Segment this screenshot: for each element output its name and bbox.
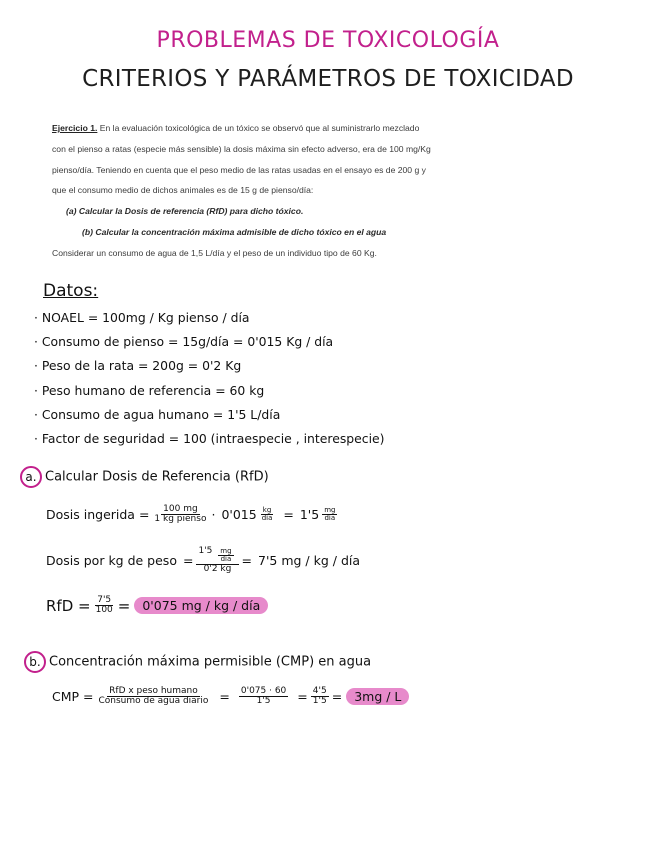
fraction: $\frac{\text{RfD x peso humano}}{\text{Consumo de agua diario}}$: [98, 686, 209, 707]
exercise-label: Ejercicio 1.: [52, 123, 98, 133]
eq-factor: 0'015: [221, 507, 257, 523]
intro-line: con el pienso a ratas (especie más sensible) la dosis máxima sin efecto adverso, era de 100 mg/Kg: [52, 143, 431, 154]
intro-line: que el consumo medio de dichos animales es de 15 g de pienso/día:: [52, 185, 314, 196]
page-subtitle: CRITERIOS Y PARÁMETROS DE TOXICIDAD: [82, 66, 574, 92]
data-item: · Peso humano de referencia = 60 kg: [34, 382, 265, 398]
fraction: 1'5 $\frac{mg}{\text{día}}$ 0'2 kg: [196, 547, 238, 574]
fraction: $\frac{100 mg}{\text{1 kg pienso}}$: [154, 504, 207, 525]
equation-dosis-por-kg: Dosis por kg de peso = 1'5 $\frac{mg}{\text{día}}$ 0'2 kg = 7'5 mg / kg / día: [46, 546, 361, 574]
eq-label: Dosis por kg de peso: [46, 553, 177, 569]
equation-dosis-ingerida: Dosis ingerida = $\frac{100 mg}{\text{1 kg pienso}}$ · 0'015 $\frac{kg}{\text{día}}$ = 1'5 $\frac{mg}{\text{día}}$: [46, 504, 336, 525]
eq-label: RfD =: [46, 596, 91, 615]
task-a: (a) Calcular la Dosis de referencia (RfD) para dicho tóxico.: [66, 206, 304, 217]
unit-fraction: $\frac{kg}{\text{día}}$: [261, 506, 273, 523]
datos-heading: Datos:: [43, 281, 99, 301]
data-item: · Consumo de pienso = 15g/día = 0'015 Kg / día: [34, 334, 334, 350]
task-b: (b) Calcular la concentración máxima admisible de dicho tóxico en el agua: [82, 226, 387, 237]
data-item: · NOAEL = 100mg / Kg pienso / día: [34, 310, 250, 325]
section-a-title: Calcular Dosis de Referencia (RfD): [45, 469, 269, 485]
rfd-result-highlight: 0'075 mg / kg / día: [134, 597, 268, 614]
section-a-heading: [20, 466, 269, 488]
fraction: $\frac{0'075 \cdot 60}{1'5}$: [240, 686, 287, 707]
consider-line: Considerar un consumo de agua de 1,5 L/día y el peso de un individuo tipo de 60 Kg.: [52, 247, 377, 258]
fraction: $\frac{4'5}{1'5}$: [312, 686, 327, 707]
cmp-result-highlight: 3mg / L: [346, 688, 409, 705]
eq-label: Dosis ingerida =: [46, 507, 150, 523]
problem-statement: [52, 118, 612, 264]
intro-text: En la evaluación toxicológica de un tóxico se observó que al suministrarlo mezclado: [99, 123, 420, 133]
data-item: · Peso de la rata = 200g = 0'2 Kg: [34, 358, 242, 374]
intro-line: [52, 118, 612, 139]
unit-fraction: $\frac{mg}{\text{día}}$: [324, 506, 336, 523]
fraction: $\frac{7'5}{100}$: [95, 595, 113, 616]
equation-rfd: RfD = $\frac{7'5}{100}$ = 0'075 mg / kg / día: [46, 596, 268, 616]
intro-line: pienso/día. Teniendo en cuenta que el peso medio de las ratas usadas en el ensayo es de 200 g y: [52, 164, 426, 175]
section-b-title: Concentración máxima permisible (CMP) en agua: [49, 654, 372, 670]
section-a-marker: a.: [20, 466, 42, 488]
data-item: · Factor de seguridad = 100 (intraespecie , interespecie): [34, 431, 385, 447]
eq-result: 1'5: [299, 507, 320, 523]
section-b-marker: b.: [24, 651, 46, 673]
section-b-heading: [24, 651, 371, 673]
equation-cmp: CMP = $\frac{\text{RfD x peso humano}}{\text{Consumo de agua diario}}$ = $\frac{0'075 \cdot 60}{1'5}$ = $\frac{4'5}{1'5}$ = 3mg / L: [52, 687, 409, 707]
unit-fraction: $\frac{mg}{\text{día}}$: [220, 547, 232, 564]
data-item: · Consumo de agua humano = 1'5 L/día: [34, 406, 281, 422]
page-title: PROBLEMAS DE TOXICOLOGÍA: [156, 28, 500, 53]
eq-result: 7'5 mg / kg / día: [258, 553, 361, 569]
data-list: [34, 306, 385, 451]
eq-label: CMP =: [52, 689, 94, 705]
